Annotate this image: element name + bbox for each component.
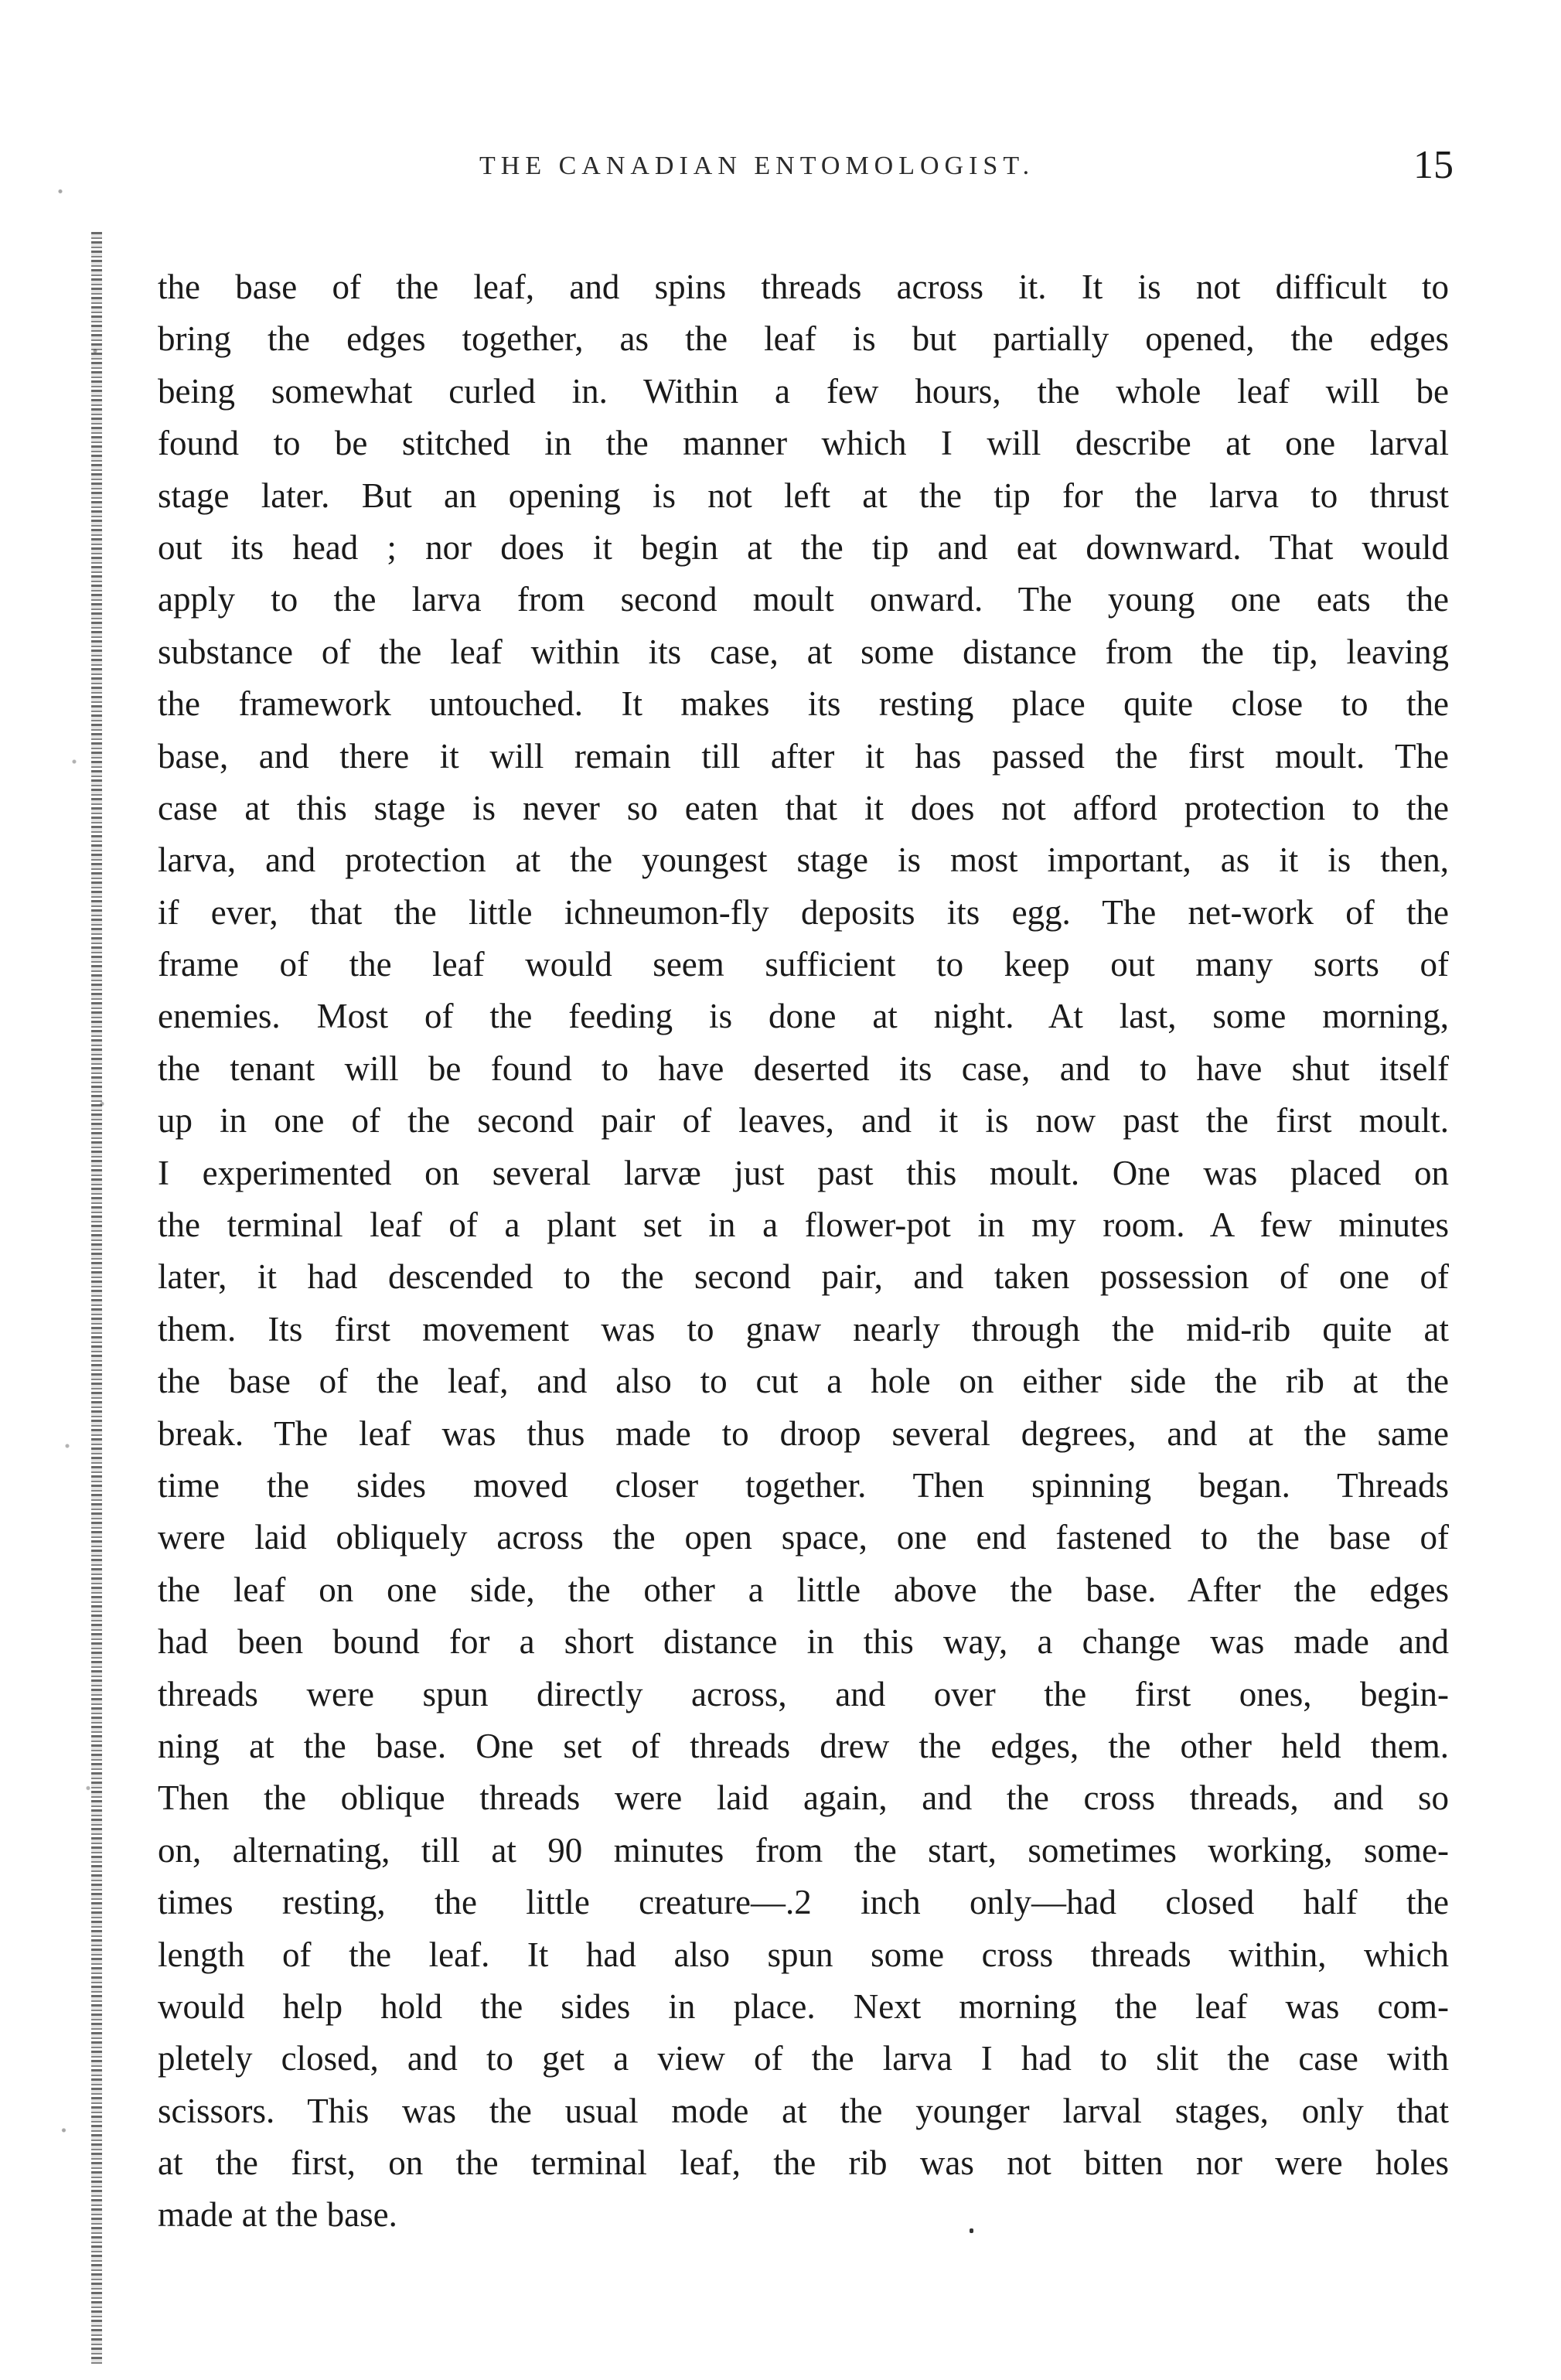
text-line: stage later. But an opening is not left at the tip for the larva to thrust: [158, 476, 1449, 515]
text-line: apply to the larva from second moult onward. The young one eats the: [158, 580, 1449, 619]
binding-edge: [91, 232, 102, 2366]
text-line: enemies. Most of the feeding is done at night. At last, some morning,: [158, 997, 1449, 1036]
text-line: case at this stage is never so eaten that it does not afford protection to the: [158, 788, 1449, 827]
text-line: on, alternating, till at 90 minutes from the start, sometimes working, some-: [158, 1830, 1449, 1870]
text-line: the base of the leaf, and spins threads across it. It is not difficult to: [158, 268, 1449, 306]
text-line: if ever, that the little ichneumon-fly deposits its egg. The net-work of the: [158, 892, 1449, 932]
text-line: larva, and protection at the youngest stage is most important, as it is then,: [158, 841, 1449, 880]
text-line: time the sides moved closer together. Then spinning began. Threads: [158, 1465, 1449, 1505]
text-line: I experimented on several larvæ just past this moult. One was placed on: [158, 1153, 1449, 1192]
text-line: pletely closed, and to get a view of the larva I had to slit the case with: [158, 2039, 1449, 2078]
text-line: would help hold the sides in place. Next morning the leaf was com-: [158, 1986, 1449, 2026]
text-line: had been bound for a short distance in this way, a change was made and: [158, 1622, 1449, 1662]
text-line: out its head ; nor does it begin at the tip and eat downward. That would: [158, 527, 1449, 567]
text-line: found to be stitched in the manner which I will describe at one larval: [158, 424, 1449, 463]
text-line: the framework untouched. It makes its resting place quite close to the: [158, 684, 1449, 724]
page-number: 15: [1413, 143, 1454, 187]
stray-mark: [970, 2228, 973, 2233]
text-line: bring the edges together, as the leaf is but partially opened, the edges: [158, 319, 1449, 359]
binding-specks: [46, 77, 116, 2358]
text-line: ning at the base. One set of threads drew the edges, the other held them.: [158, 1726, 1449, 1765]
text-line: length of the leaf. It had also spun some cross threads within, which: [158, 1935, 1449, 1974]
running-title: THE CANADIAN ENTOMOLOGIST.: [479, 152, 1035, 180]
text-line: break. The leaf was thus made to droop several degrees, and at the same: [158, 1413, 1449, 1453]
text-line: threads were spun directly across, and over the first ones, begin-: [158, 1674, 1449, 1713]
text-line: the leaf on one side, the other a little above the base. After the edges: [158, 1570, 1449, 1609]
text-line: the tenant will be found to have deserted its case, and to have shut itself: [158, 1048, 1449, 1088]
text-line: them. Its first movement was to gnaw nearly through the mid-rib quite at: [158, 1309, 1449, 1349]
text-line: up in one of the second pair of leaves, and it is now past the first moult.: [158, 1101, 1449, 1141]
text-line: scissors. This was the usual mode at the younger larval stages, only that: [158, 2091, 1449, 2130]
body-text: [158, 261, 1449, 2242]
text-line: made at the base.: [158, 2195, 397, 2235]
text-line: later, it had descended to the second pair, and taken possession of one of: [158, 1257, 1449, 1297]
text-line: times resting, the little creature—.2 inch only—had closed half the: [158, 1883, 1449, 1922]
text-line: being somewhat curled in. Within a few hours, the whole leaf will be: [158, 371, 1449, 411]
text-line: substance of the leaf within its case, at some distance from the tip, leaving: [158, 632, 1449, 671]
text-line: at the first, on the terminal leaf, the rib was not bitten nor were holes: [158, 2143, 1449, 2183]
text-line: Then the oblique threads were laid again, and the cross threads, and so: [158, 1778, 1449, 1818]
running-head: [155, 143, 1454, 198]
text-line: base, and there it will remain till after it has passed the first moult. The: [158, 736, 1449, 776]
text-line: the base of the leaf, and also to cut a hole on either side the rib at the: [158, 1362, 1449, 1401]
text-line: frame of the leaf would seem sufficient to keep out many sorts of: [158, 945, 1449, 984]
text-line: the terminal leaf of a plant set in a flower-pot in my room. A few minutes: [158, 1205, 1449, 1245]
text-line: were laid obliquely across the open space, one end fastened to the base of: [158, 1518, 1449, 1557]
